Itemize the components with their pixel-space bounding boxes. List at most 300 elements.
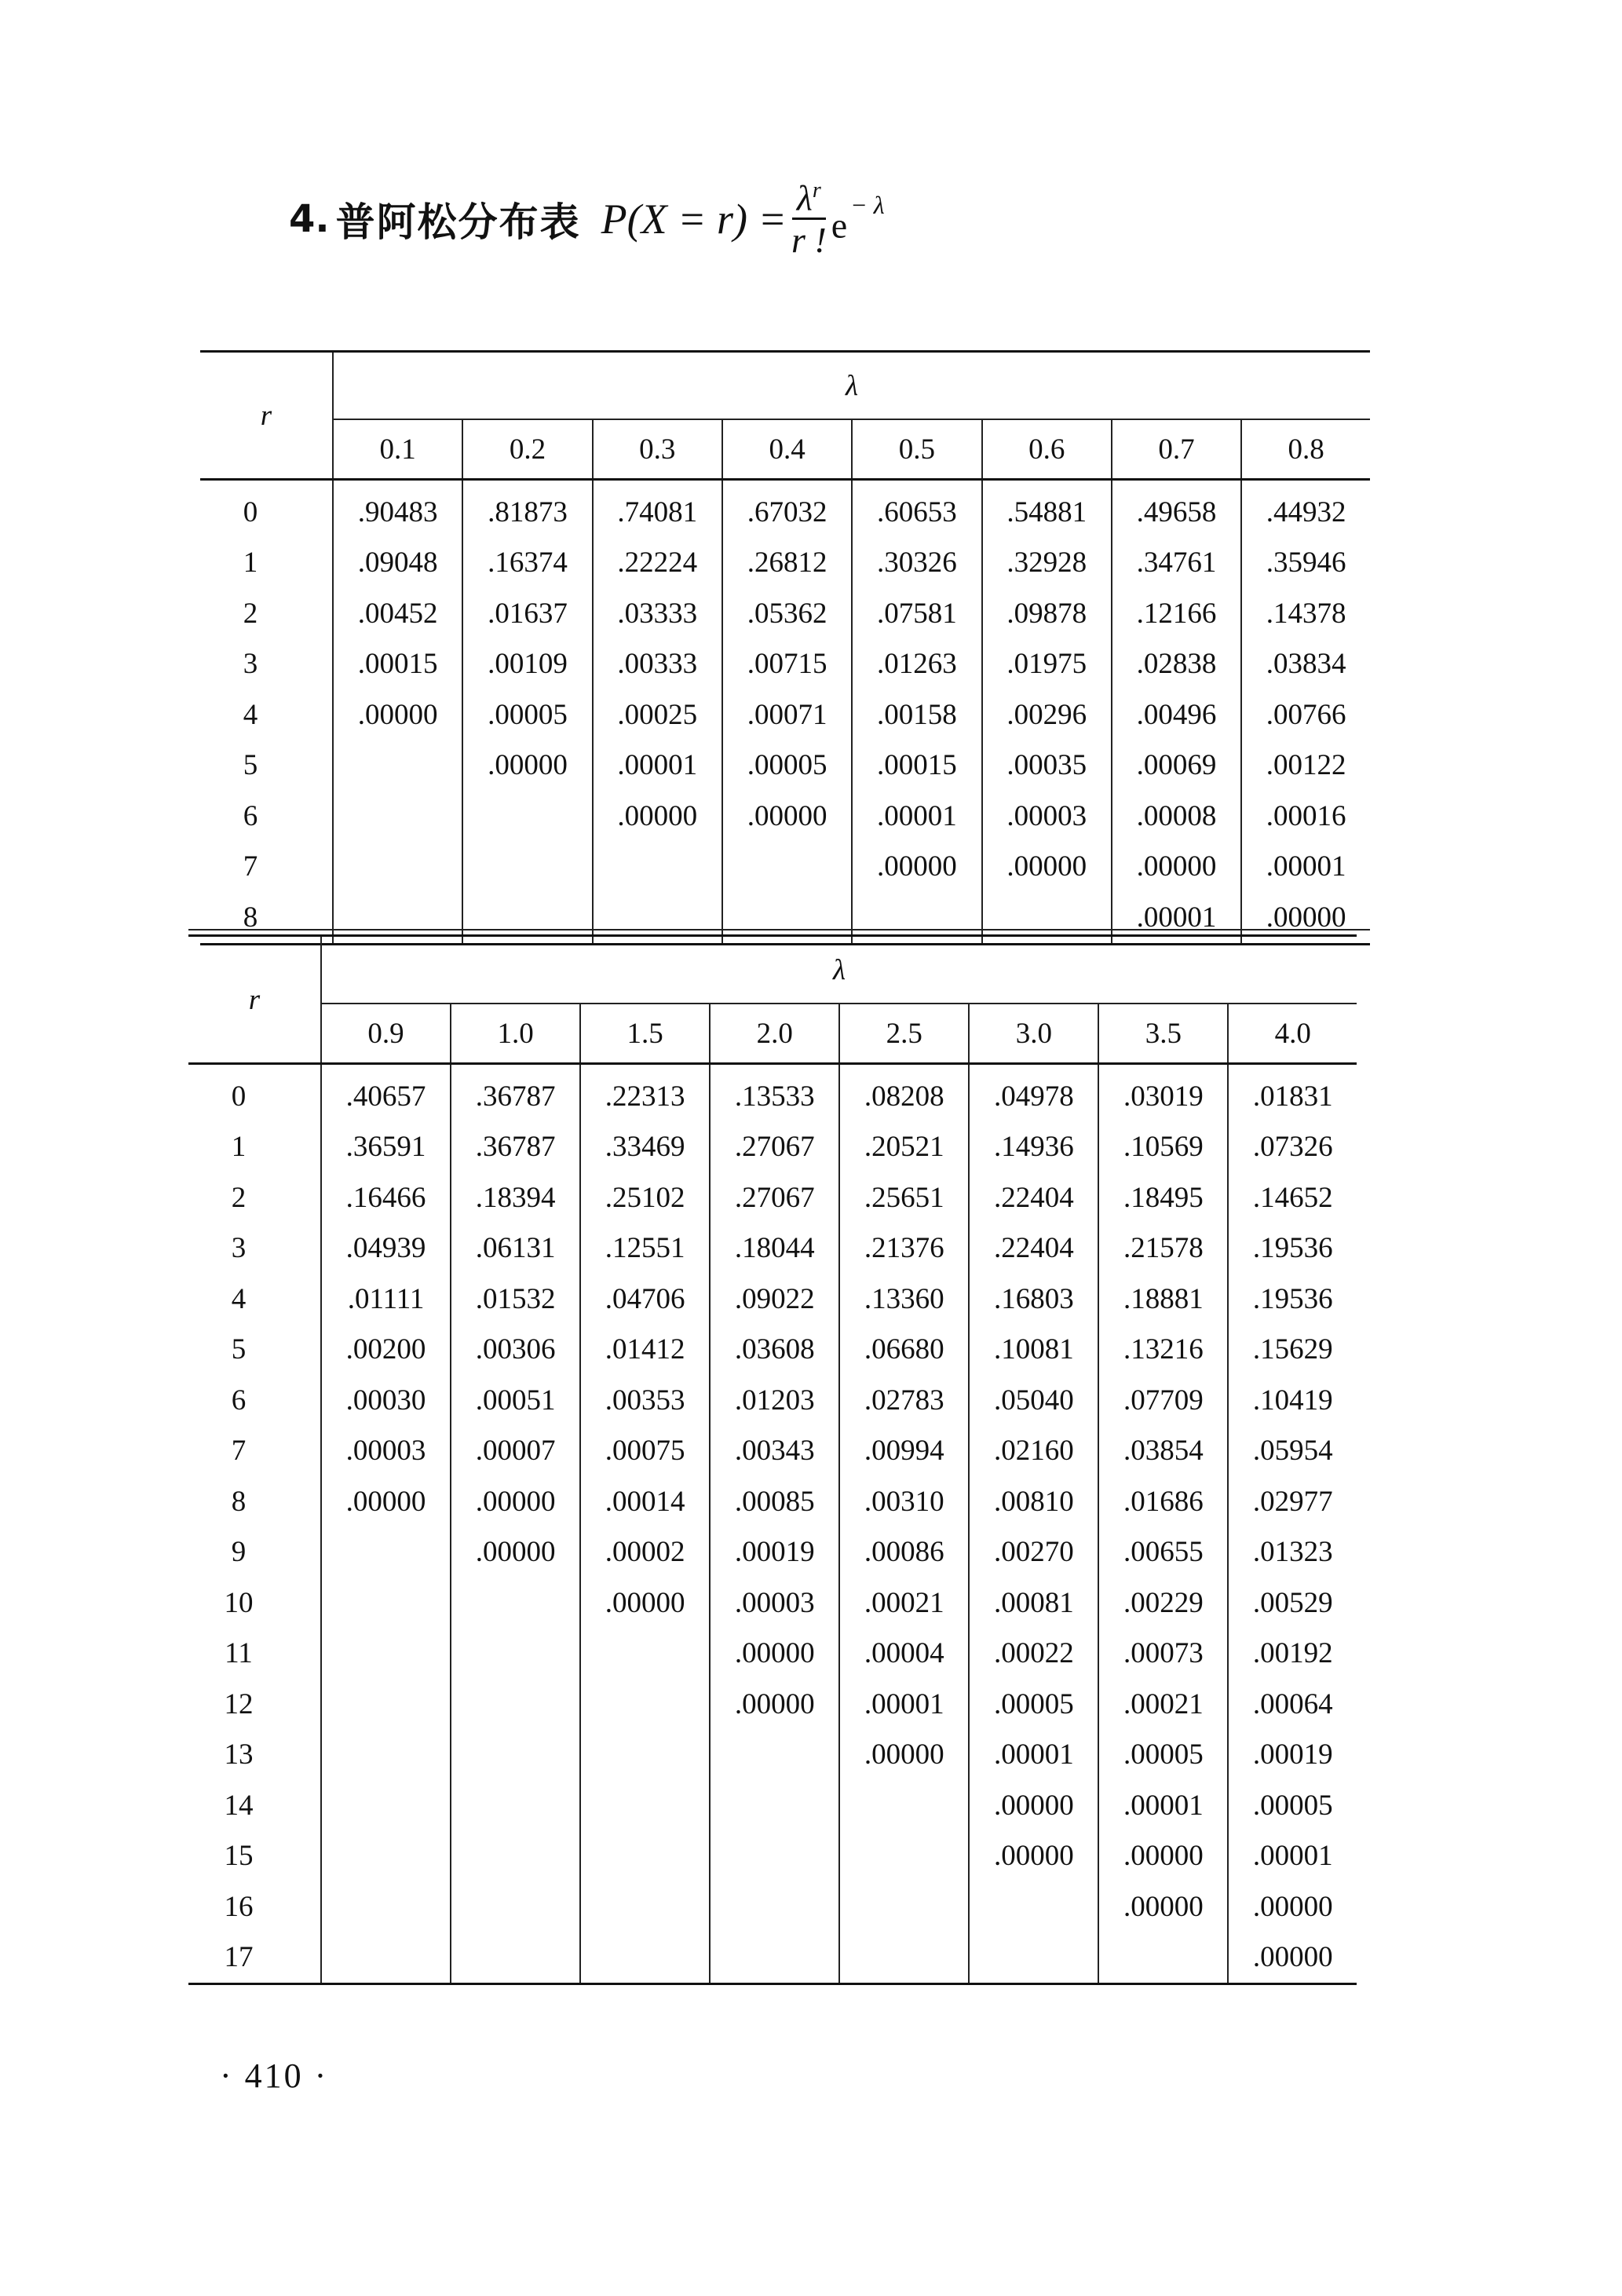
lambda-value: 2.5 — [839, 1004, 969, 1064]
table-cell: .18881 — [1098, 1274, 1228, 1325]
table-cell: .09878 — [982, 588, 1112, 639]
table-cell: .00122 — [1266, 749, 1346, 782]
row-index: 5 — [200, 740, 333, 792]
page-number: · 410 · — [220, 2057, 329, 2095]
table-cell — [580, 1831, 710, 1882]
table-cell: .00005 — [1098, 1730, 1228, 1781]
table-row — [188, 1325, 1357, 1376]
table-cell: .02838 — [1112, 639, 1241, 690]
table-cell — [321, 1780, 451, 1831]
table-row — [188, 1426, 1357, 1477]
table-row — [200, 842, 1370, 893]
table-row — [188, 1274, 1357, 1325]
table-cell: .07709 — [1098, 1375, 1228, 1426]
table-cell: .00001 — [1252, 1840, 1333, 1873]
table-cell: .07326 — [1252, 1131, 1333, 1164]
lambda-value: 0.4 — [722, 419, 852, 480]
table-cell: .00001 — [1266, 850, 1346, 883]
table-cell: .00025 — [593, 689, 722, 740]
table-cell: .00000 — [333, 689, 462, 740]
table-cell: .00005 — [722, 740, 852, 792]
table-cell — [321, 1881, 451, 1932]
table-cell — [321, 1730, 451, 1781]
formula-exp-sup: − λ — [850, 190, 885, 219]
table-cell: .00000 — [321, 1476, 451, 1527]
table-cell — [321, 1578, 451, 1629]
table-row — [188, 1780, 1357, 1831]
table-cell: .00069 — [1112, 740, 1241, 792]
table-cell: .36787 — [451, 1064, 580, 1122]
table-cell: .00005 — [1252, 1789, 1333, 1822]
table-cell: .19536 — [1252, 1282, 1333, 1315]
table-cell: .00333 — [593, 639, 722, 690]
table-cell: .00109 — [462, 639, 592, 690]
table-cell — [969, 1932, 1098, 1984]
row-index: 13 — [188, 1730, 321, 1781]
lambda-header: λ — [333, 352, 1370, 420]
table-cell: .14652 — [1252, 1181, 1333, 1214]
row-index: 3 — [200, 639, 333, 690]
lambda-value: 0.3 — [593, 419, 722, 480]
table-row — [200, 639, 1370, 690]
table-cell: .26812 — [722, 538, 852, 589]
table-cell: .00021 — [1098, 1679, 1228, 1730]
lambda-value: 1.0 — [451, 1004, 580, 1064]
table-cell: .01111 — [321, 1274, 451, 1325]
table-cell — [722, 842, 852, 893]
row-index: 15 — [188, 1831, 321, 1882]
page-title — [289, 179, 885, 259]
table-cell: .44932 — [1266, 495, 1346, 528]
lambda-values-row — [200, 419, 1370, 480]
row-index: 7 — [200, 842, 333, 893]
row-index: 14 — [188, 1780, 321, 1831]
table-cell: .04706 — [580, 1274, 710, 1325]
row-index: 2 — [200, 588, 333, 639]
table-cell: .00000 — [1112, 842, 1241, 893]
table-cell: .06680 — [839, 1325, 969, 1376]
row-index: 5 — [188, 1325, 321, 1376]
table-cell: .22404 — [969, 1172, 1098, 1223]
lambda-value: 0.8 — [1241, 419, 1370, 480]
table-cell: .03608 — [710, 1325, 839, 1376]
table-cell — [321, 1527, 451, 1578]
table-cell: .00000 — [462, 740, 592, 792]
table-cell — [451, 1629, 580, 1680]
table-cell: .14936 — [969, 1122, 1098, 1173]
table-cell: .00000 — [982, 842, 1112, 893]
row-index: 7 — [188, 1426, 321, 1477]
table-row — [188, 1881, 1357, 1932]
table-cell: .00306 — [451, 1325, 580, 1376]
table-cell — [580, 1679, 710, 1730]
table-cell: .00071 — [722, 689, 852, 740]
table-cell — [839, 1831, 969, 1882]
table-cell: .00229 — [1098, 1578, 1228, 1629]
row-index: 17 — [188, 1932, 321, 1984]
table-cell: .00200 — [321, 1325, 451, 1376]
formula-fraction — [791, 179, 827, 259]
lambda-value: 2.0 — [710, 1004, 839, 1064]
table-cell: .00086 — [839, 1527, 969, 1578]
table-cell: .00001 — [593, 740, 722, 792]
table-cell: .00000 — [852, 842, 981, 893]
table-cell — [462, 842, 592, 893]
table-cell: .00051 — [451, 1375, 580, 1426]
table-cell: .00005 — [969, 1679, 1098, 1730]
table-cell: .00452 — [333, 588, 462, 639]
table-cell: .00529 — [1252, 1586, 1333, 1619]
table-cell: .00003 — [982, 791, 1112, 842]
table-row — [200, 689, 1370, 740]
table-cell: .00000 — [1252, 1941, 1333, 1974]
table-cell: .13533 — [710, 1064, 839, 1122]
lambda-value: 0.5 — [852, 419, 981, 480]
table-cell: .16803 — [969, 1274, 1098, 1325]
table-cell — [321, 1679, 451, 1730]
table-cell — [451, 1780, 580, 1831]
lambda-value: 4.0 — [1228, 1004, 1357, 1064]
table-cell: .03834 — [1266, 648, 1346, 681]
table-cell: .00085 — [710, 1476, 839, 1527]
table-cell: .12551 — [580, 1223, 710, 1274]
table-cell: .00296 — [982, 689, 1112, 740]
table-cell: .22404 — [969, 1223, 1098, 1274]
table-cell: .00015 — [852, 740, 981, 792]
row-index: 11 — [188, 1629, 321, 1680]
row-index: 6 — [188, 1375, 321, 1426]
formula-exp-base: e — [831, 205, 848, 246]
table-cell: .13360 — [839, 1274, 969, 1325]
row-index: 4 — [200, 689, 333, 740]
table-cell: .08208 — [839, 1064, 969, 1122]
table-cell: .00000 — [451, 1527, 580, 1578]
table-cell: .00003 — [710, 1578, 839, 1629]
table-cell: .18495 — [1098, 1172, 1228, 1223]
table-cell: .00000 — [580, 1578, 710, 1629]
table-cell: .25102 — [580, 1172, 710, 1223]
table-cell: .00000 — [1266, 901, 1346, 934]
table-cell: .00353 — [580, 1375, 710, 1426]
table-cell: .02160 — [969, 1426, 1098, 1477]
table-cell: .36591 — [321, 1122, 451, 1173]
table-cell: .00081 — [969, 1578, 1098, 1629]
table-cell — [451, 1881, 580, 1932]
table-cell — [451, 1679, 580, 1730]
table-cell: .67032 — [722, 480, 852, 538]
poisson-table-2 — [188, 934, 1357, 1985]
table-row — [200, 538, 1370, 589]
table-cell: .60653 — [852, 480, 981, 538]
table-row — [200, 791, 1370, 842]
table-cell — [462, 791, 592, 842]
table-row — [188, 1629, 1357, 1680]
section-number: 4. — [289, 196, 330, 241]
table-cell: .01203 — [710, 1375, 839, 1426]
table-cell: .00001 — [1112, 892, 1241, 944]
row-index: 8 — [200, 892, 333, 944]
table-cell: .00001 — [852, 791, 981, 842]
table-cell: .00002 — [580, 1527, 710, 1578]
table-cell: .05362 — [722, 588, 852, 639]
table-cell — [580, 1881, 710, 1932]
table-cell: .00496 — [1112, 689, 1241, 740]
table-cell: .00073 — [1098, 1629, 1228, 1680]
table-cell: .16374 — [462, 538, 592, 589]
table-cell: .01412 — [580, 1325, 710, 1376]
table-cell — [580, 1780, 710, 1831]
table-cell: .33469 — [580, 1122, 710, 1173]
table-cell: .09022 — [710, 1274, 839, 1325]
table-cell: .19536 — [1252, 1232, 1333, 1265]
table-cell: .00158 — [852, 689, 981, 740]
row-header-r: r — [188, 936, 321, 1064]
table-cell — [333, 740, 462, 792]
lambda-value: 1.5 — [580, 1004, 710, 1064]
table-cell: .00008 — [1112, 791, 1241, 842]
table-cell: .14378 — [1266, 597, 1346, 630]
table-cell: .00016 — [1266, 799, 1346, 832]
table-body — [188, 1064, 1357, 1984]
table-cell — [839, 1932, 969, 1984]
table-row — [200, 740, 1370, 792]
table-cell: .27067 — [710, 1122, 839, 1173]
table-cell: .30326 — [852, 538, 981, 589]
table-cell: .00015 — [333, 639, 462, 690]
table-cell: .00001 — [969, 1730, 1098, 1781]
table-cell: .00000 — [839, 1730, 969, 1781]
table-cell: .00019 — [1252, 1738, 1333, 1771]
table-cell: .54881 — [982, 480, 1112, 538]
table-cell: .09048 — [333, 538, 462, 589]
lambda-value: 0.9 — [321, 1004, 451, 1064]
table-row — [188, 1223, 1357, 1274]
row-index: 8 — [188, 1476, 321, 1527]
table-body — [200, 480, 1370, 945]
table-cell: .01323 — [1252, 1536, 1333, 1569]
table-cell: .13216 — [1098, 1325, 1228, 1376]
table-cell: .00994 — [839, 1426, 969, 1477]
table-cell: .00030 — [321, 1375, 451, 1426]
table-cell: .04939 — [321, 1223, 451, 1274]
table-cell: .02783 — [839, 1375, 969, 1426]
table-cell: .20521 — [839, 1122, 969, 1173]
table-cell: .27067 — [710, 1172, 839, 1223]
table-cell: .04978 — [969, 1064, 1098, 1122]
lambda-value: 0.6 — [982, 419, 1112, 480]
lambda-value: 0.7 — [1112, 419, 1241, 480]
table-cell: .00001 — [839, 1679, 969, 1730]
table-cell: .03019 — [1098, 1064, 1228, 1122]
table-cell: .00003 — [321, 1426, 451, 1477]
table-cell: .00000 — [1252, 1890, 1333, 1923]
formula-numerator — [792, 179, 826, 220]
table-cell — [451, 1730, 580, 1781]
table-cell: .16466 — [321, 1172, 451, 1223]
row-index: 2 — [188, 1172, 321, 1223]
table-cell: .12166 — [1112, 588, 1241, 639]
poisson-formula — [601, 179, 885, 259]
table-cell: .06131 — [451, 1223, 580, 1274]
table-row — [188, 1064, 1357, 1122]
table-cell: .15629 — [1252, 1333, 1333, 1366]
table-cell: .74081 — [593, 480, 722, 538]
table-cell — [451, 1578, 580, 1629]
table-cell: .00766 — [1266, 698, 1346, 731]
table-cell: .00014 — [580, 1476, 710, 1527]
table-cell: .07581 — [852, 588, 981, 639]
table-cell: .25651 — [839, 1172, 969, 1223]
table-cell: .10081 — [969, 1325, 1098, 1376]
table-cell: .00001 — [1098, 1780, 1228, 1831]
table-cell — [710, 1932, 839, 1984]
table-cell — [333, 791, 462, 842]
table-cell: .05954 — [1252, 1435, 1333, 1468]
row-index: 1 — [200, 538, 333, 589]
title-text: 普阿松分布表 — [335, 199, 581, 245]
table-cell: .02977 — [1252, 1485, 1333, 1518]
table-row — [188, 1730, 1357, 1781]
table-cell — [710, 1780, 839, 1831]
table-cell: .00000 — [710, 1629, 839, 1680]
table-cell: .49658 — [1112, 480, 1241, 538]
table-cell: .32928 — [982, 538, 1112, 589]
table-cell: .00000 — [710, 1679, 839, 1730]
table-row — [188, 1578, 1357, 1629]
formula-num-sup: r — [812, 178, 821, 203]
table-cell: .34761 — [1112, 538, 1241, 589]
table-cell: .00000 — [1098, 1881, 1228, 1932]
lambda-value: 0.1 — [333, 419, 462, 480]
table-row — [188, 1375, 1357, 1426]
table-cell: .00005 — [462, 689, 592, 740]
table-cell — [321, 1629, 451, 1680]
table-cell: .21578 — [1098, 1223, 1228, 1274]
table-cell — [1098, 1932, 1228, 1984]
table-row — [200, 480, 1370, 538]
formula-num-base: λ — [796, 177, 813, 218]
table-cell: .00310 — [839, 1476, 969, 1527]
table-cell: .00075 — [580, 1426, 710, 1477]
table-cell: .10419 — [1252, 1384, 1333, 1417]
table-cell: .18044 — [710, 1223, 839, 1274]
table-cell: .00004 — [839, 1629, 969, 1680]
table-cell: .00810 — [969, 1476, 1098, 1527]
table-cell: .00715 — [722, 639, 852, 690]
table-cell — [580, 1932, 710, 1984]
table-cell: .40657 — [321, 1064, 451, 1122]
table-row — [188, 1831, 1357, 1882]
table-cell — [839, 1881, 969, 1932]
table-cell: .18394 — [451, 1172, 580, 1223]
table-cell: .00035 — [982, 740, 1112, 792]
table-cell — [839, 1780, 969, 1831]
table-cell: .01263 — [852, 639, 981, 690]
table-cell: .22224 — [593, 538, 722, 589]
table-cell: .35946 — [1266, 547, 1346, 579]
table-cell — [321, 1932, 451, 1984]
table-cell — [710, 1831, 839, 1882]
table-cell — [710, 1730, 839, 1781]
row-index: 9 — [188, 1527, 321, 1578]
table-cell — [451, 1831, 580, 1882]
lambda-value: 3.5 — [1098, 1004, 1228, 1064]
table-cell: .03854 — [1098, 1426, 1228, 1477]
table-row — [188, 1679, 1357, 1730]
lambda-value: 0.2 — [462, 419, 592, 480]
row-index: 3 — [188, 1223, 321, 1274]
table-cell: .01686 — [1098, 1476, 1228, 1527]
table-cell: .01637 — [462, 588, 592, 639]
table-cell: .00021 — [839, 1578, 969, 1629]
table-cell: .22313 — [580, 1064, 710, 1122]
row-index: 16 — [188, 1881, 321, 1932]
lambda-header: λ — [321, 936, 1357, 1004]
table-cell: .00000 — [1098, 1831, 1228, 1882]
table-cell: .00000 — [722, 791, 852, 842]
table-row — [200, 588, 1370, 639]
table-cell: .01831 — [1252, 1080, 1333, 1113]
row-index: 4 — [188, 1274, 321, 1325]
table-divider — [188, 929, 1370, 930]
table-cell: .00022 — [969, 1629, 1098, 1680]
table-cell: .90483 — [333, 480, 462, 538]
lambda-values-row — [188, 1004, 1357, 1064]
table-row — [188, 1476, 1357, 1527]
table-cell — [321, 1831, 451, 1882]
table-cell: .00000 — [969, 1780, 1098, 1831]
table-cell — [451, 1932, 580, 1984]
row-index: 0 — [200, 480, 333, 538]
table-cell — [969, 1881, 1098, 1932]
table-cell: .05040 — [969, 1375, 1098, 1426]
table-cell: .00655 — [1098, 1527, 1228, 1578]
lambda-value: 3.0 — [969, 1004, 1098, 1064]
table-cell — [580, 1629, 710, 1680]
table-row — [188, 1122, 1357, 1173]
formula-exponential — [831, 190, 885, 246]
table-cell: .00000 — [969, 1831, 1098, 1882]
table-cell: .00192 — [1252, 1637, 1333, 1670]
row-index: 1 — [188, 1122, 321, 1173]
table-cell: .00343 — [710, 1426, 839, 1477]
table-cell: .36787 — [451, 1122, 580, 1173]
table-cell — [710, 1881, 839, 1932]
table-cell: .00000 — [593, 791, 722, 842]
poisson-table-1 — [200, 350, 1370, 945]
table-row — [188, 1932, 1357, 1984]
row-header-r: r — [200, 352, 333, 480]
table-cell — [580, 1730, 710, 1781]
table-cell: .03333 — [593, 588, 722, 639]
table-cell: .01532 — [451, 1274, 580, 1325]
row-index: 12 — [188, 1679, 321, 1730]
formula-lhs: P(X = r) = — [601, 195, 787, 243]
table-cell: .10569 — [1098, 1122, 1228, 1173]
table-cell: .00007 — [451, 1426, 580, 1477]
table-row — [188, 1527, 1357, 1578]
table-cell: .00270 — [969, 1527, 1098, 1578]
table-cell: .01975 — [982, 639, 1112, 690]
row-index: 0 — [188, 1064, 321, 1122]
table-cell: .21376 — [839, 1223, 969, 1274]
row-index: 10 — [188, 1578, 321, 1629]
table-cell: .81873 — [462, 480, 592, 538]
table-cell — [333, 842, 462, 893]
table-cell: .00064 — [1252, 1687, 1333, 1720]
row-index: 6 — [200, 791, 333, 842]
table-cell: .00019 — [710, 1527, 839, 1578]
